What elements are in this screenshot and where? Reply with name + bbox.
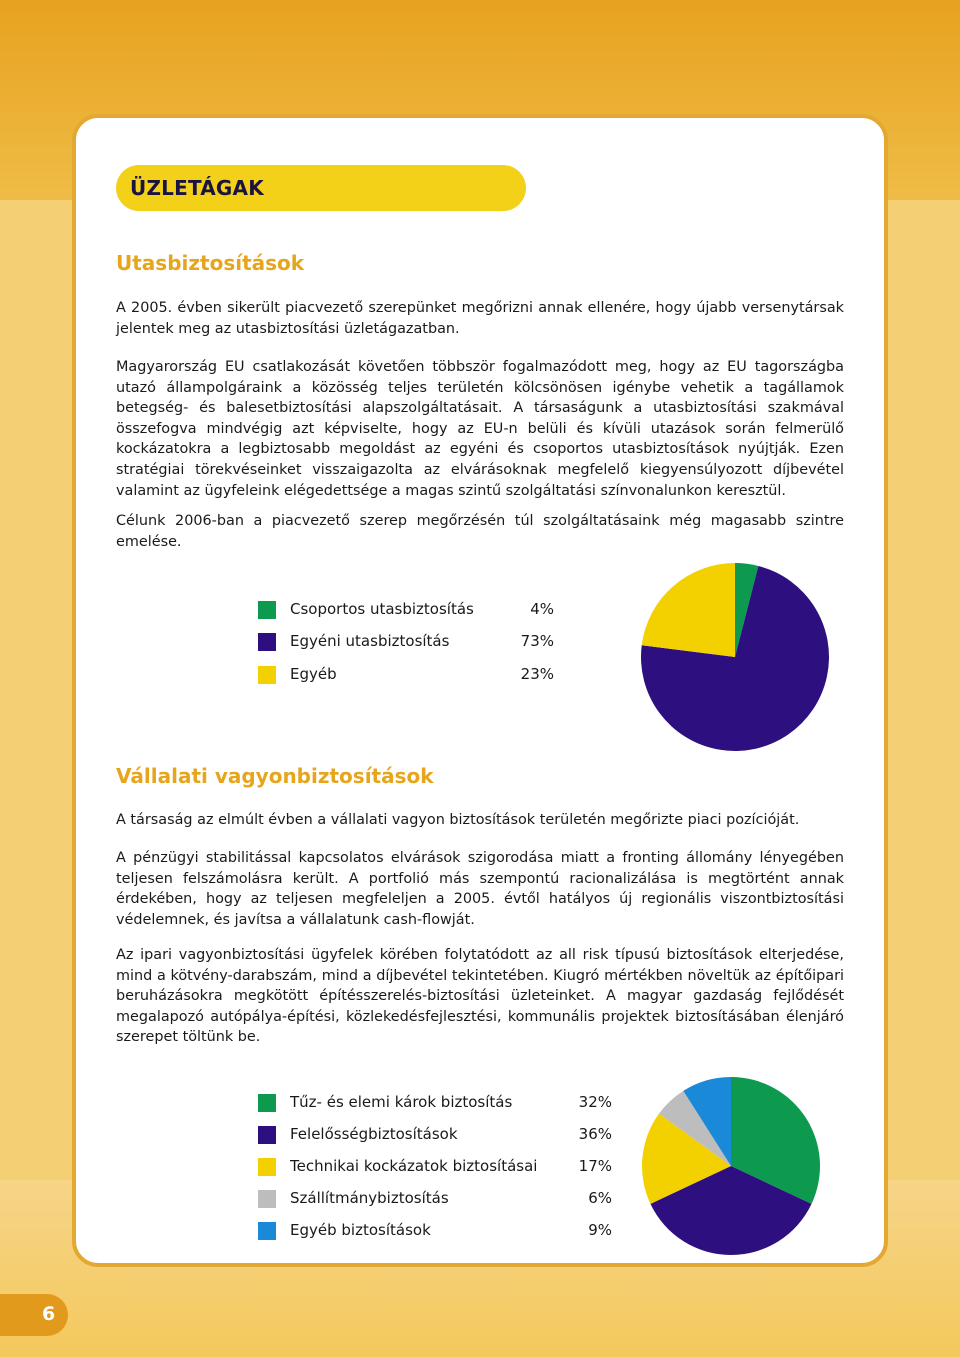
legend-row: [258, 1092, 618, 1116]
legend-value: 36%: [578, 1125, 612, 1143]
legend-swatch: [258, 666, 276, 684]
travel-paragraph-2: Magyarország EU csatlakozását követően többször fogalmazódott meg, hogy az EU tagországba utazó állampolgáraink a közösség teljes területén kölcsönösen igénybe vehetik a tagállamok betegség- és balesetbiztosítási alapszolgáltatásait. A társaságunk a utasbiztosítási szakmával összefogva mindvégig azt képviselte, hogy az EU-n belüli és kívüli utazások során felmerülő kockázatokra a legbiztosabb megoldást az egyéni és csoportos utasbiztosítások nyújtják. Ezen stratégiai törekvéseinket visszaigazolta az elvárásoknak megfelelő kiegyensúlyozott díjbevétel valamint az ügyfeleink elégedettsége a magas szintű szolgáltatási színvonalunkon keresztül.: [116, 359, 844, 499]
legend-row: [258, 1188, 618, 1212]
legend-value: 32%: [578, 1093, 612, 1111]
pie-slice-3: [642, 563, 735, 657]
legend-label: Csoportos utasbiztosítás: [290, 600, 474, 618]
legend-swatch: [258, 1094, 276, 1112]
legend-swatch: [258, 1190, 276, 1208]
legend-value: 73%: [520, 632, 554, 650]
legend-label: Szállítmánybiztosítás: [290, 1189, 449, 1207]
legend-value: 6%: [588, 1189, 612, 1207]
legend-swatch: [258, 1126, 276, 1144]
section-title-pill: [116, 165, 526, 211]
legend-swatch: [258, 633, 276, 651]
legend-row: [258, 1124, 618, 1148]
travel-insurance-heading: Utasbiztosítások: [116, 251, 305, 275]
legend-label: Felelősségbiztosítások: [290, 1125, 458, 1143]
legend-swatch: [258, 1222, 276, 1240]
travel-paragraph-3: Célunk 2006-ban a piacvezető szerep megőrzésén túl szolgáltatásaink még magasabb szintre emelése.: [116, 513, 844, 550]
page-number: 6: [42, 1303, 56, 1325]
legend-label: Technikai kockázatok biztosításai: [290, 1157, 538, 1175]
legend-label: Tűz- és elemi károk biztosítás: [290, 1093, 513, 1111]
legend-value: 23%: [520, 665, 554, 683]
legend-label: Egyéb: [290, 665, 337, 683]
pie-chart-property: [641, 1076, 821, 1256]
page-number-tab: [0, 1294, 68, 1336]
legend-value: 17%: [578, 1157, 612, 1175]
property-paragraph-1: A társaság az elmúlt évben a vállalati vagyon biztosítások területén megőrizte piaci pozícióját.: [116, 812, 800, 828]
section-title: ÜZLETÁGAK: [130, 176, 264, 200]
legend-row: [258, 599, 558, 623]
legend-row: [258, 664, 558, 688]
legend-label: Egyéb biztosítások: [290, 1221, 431, 1239]
property-paragraph-2: A pénzügyi stabilitással kapcsolatos elvárások szigorodása miatt a fronting állomány lényegében teljesen felszámolásra került. A portfolió más szempontú racionalizálása is megtörtént annak érdekében, hogy az teljesen megfeleljen a 2005. évtől hatályos új regionális viszontbiztosítási védelemnek, és javítsa a vállalatunk cash-flowját.: [116, 850, 844, 928]
pie-chart-travel: [640, 562, 830, 752]
property-paragraph-3: Az ipari vagyonbiztosítási ügyfelek körében folytatódott az all risk típusú biztosítások elterjedése, mind a kötvény-darabszám, mind a díjbevétel tekintetében. Kiugró mértékben növeltük az építőipari beruházásokra megkötött építésszerelés-biztosítási üzleteinket. A magyar gazdaság fejlődését megalapozó autópálya-építési, közlekedésfejlesztési, kommunális projektek biztosításában élenjáró szerepet töltünk be.: [116, 947, 844, 1046]
legend-row: [258, 1220, 618, 1244]
legend-swatch: [258, 601, 276, 619]
property-insurance-heading: Vállalati vagyonbiztosítások: [116, 764, 434, 788]
legend-value: 9%: [588, 1221, 612, 1239]
legend-label: Egyéni utasbiztosítás: [290, 632, 450, 650]
travel-paragraph-1: A 2005. évben sikerült piacvezető szerepünket megőrizni annak ellenére, hogy újabb versenytársak jelentek meg az utasbiztosítási üzletágazatban.: [116, 300, 844, 337]
legend-row: [258, 1156, 618, 1180]
legend-value: 4%: [530, 600, 554, 618]
legend-row: [258, 631, 558, 655]
legend-swatch: [258, 1158, 276, 1176]
